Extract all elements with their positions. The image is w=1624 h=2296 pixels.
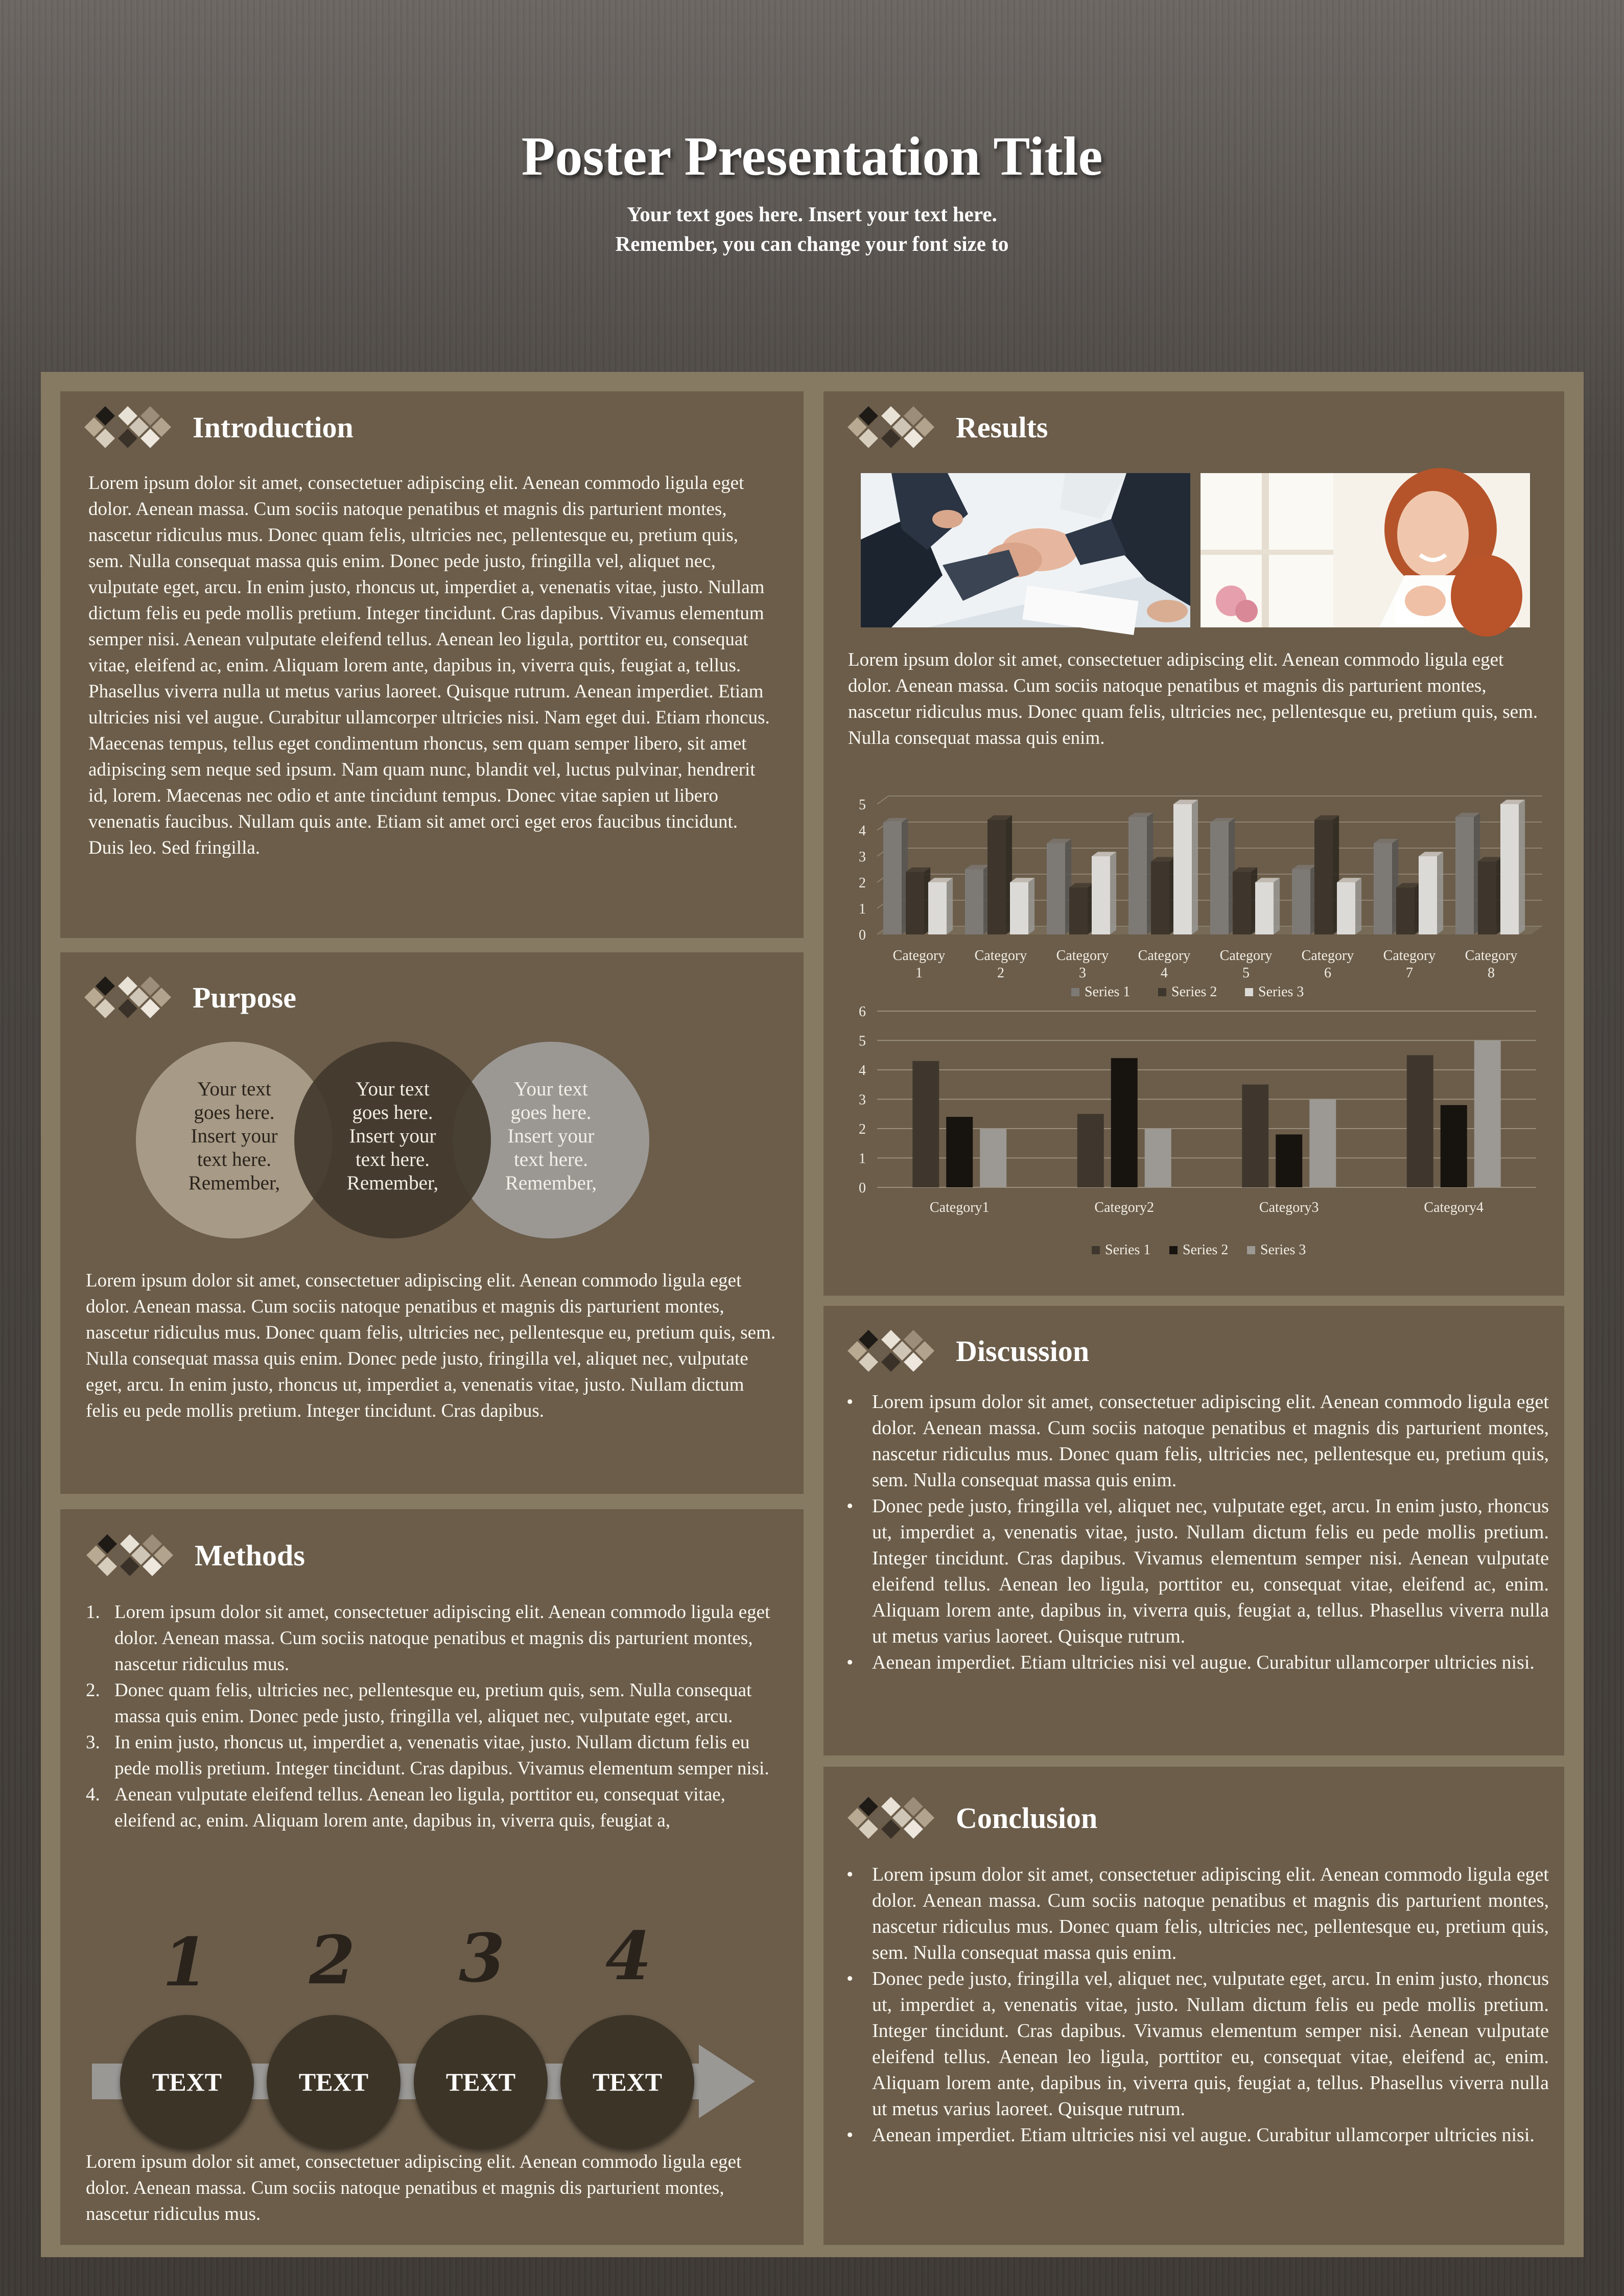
step-number-2: 2 — [309, 1921, 356, 1999]
x-tick-label: 5 — [1242, 965, 1250, 981]
step-number-1: 1 — [162, 1923, 209, 2001]
diamond-pattern-icon — [848, 407, 933, 448]
legend-swatch — [1169, 1246, 1178, 1254]
y-tick-label: 4 — [859, 823, 866, 839]
introduction-panel — [60, 391, 804, 938]
bar-front — [1010, 882, 1028, 934]
bar-series-1 — [1077, 1114, 1104, 1187]
venn-text-right: Your text goes here. Insert your text here. Remember, — [505, 1078, 597, 1194]
x-tick-label: Category1 — [929, 1200, 990, 1215]
bar-series-2 — [1111, 1058, 1138, 1187]
bar-front — [1478, 861, 1496, 934]
discussion-bullet: • Lorem ipsum dolor sit amet, consectetuer adipiscing elit. Aenean commodo ligula eget dolor. Aenean massa. Cum sociis natoque penatibus et magnis dis parturient montes, nascetur ridiculus mus. Donec quam felis, ultricies nec, pellentesque eu, pretium quis, sem. Nulla consequat massa quis enim. — [846, 1389, 1549, 1493]
bar-series-3 — [1255, 878, 1280, 934]
x-tick-label: Category — [1138, 948, 1191, 964]
bar-series-3 — [1500, 800, 1525, 934]
x-tick-label: Category2 — [1094, 1200, 1155, 1215]
bar-side — [1437, 852, 1443, 934]
subtitle-line-1: Your text goes here. Insert your text here. — [627, 202, 997, 226]
bar-series-1 — [1374, 839, 1398, 934]
y-tick-label: 5 — [859, 1033, 866, 1049]
bar-series-2 — [1069, 883, 1094, 934]
process-arrow-head — [699, 2045, 755, 2118]
bar-front — [928, 882, 947, 934]
conclusion-bullet: • Lorem ipsum dolor sit amet, consectetuer adipiscing elit. Aenean commodo ligula eget dolor. Aenean massa. Cum sociis natoque penatibus et magnis dis parturient montes, nascetur ridiculus mus. Donec quam felis, ultricies nec, pellentesque eu, pretium quis, sem. Nulla consequat massa quis enim. — [846, 1862, 1549, 1966]
y-tick-label: 2 — [859, 875, 866, 891]
bar-series-2 — [946, 1117, 973, 1187]
methods-item-number: 1. — [86, 1602, 100, 1623]
bar-series-2 — [1314, 815, 1339, 934]
legend-label: Series 1 — [1085, 984, 1131, 1000]
results-chart-1 — [836, 761, 1551, 1006]
bar-side — [1028, 878, 1034, 934]
bar-front — [1337, 882, 1355, 934]
bar-series-1 — [1210, 818, 1235, 934]
step-circle-4: TEXT — [560, 2015, 694, 2149]
bar-series-1 — [1407, 1055, 1433, 1187]
discussion-title: Discussion — [956, 1334, 1090, 1368]
methods-list — [86, 1599, 781, 1834]
poster-title: Poster Presentation Title — [521, 126, 1103, 187]
bar-series-2 — [1441, 1105, 1467, 1187]
bar-front — [1455, 817, 1474, 935]
step-circle-1: TEXT — [120, 2015, 254, 2149]
bar-series-3 — [1145, 1129, 1171, 1187]
methods-item-number: 3. — [86, 1732, 100, 1753]
purpose-title: Purpose — [193, 980, 296, 1014]
bar-side — [1110, 852, 1116, 934]
introduction-body: Lorem ipsum dolor sit amet, consectetuer adipiscing elit. Aenean commodo ligula eget dolor. Aenean massa. Cum sociis natoque penatibus et magnis dis parturient montes, nascetur ridiculus mus. Donec quam felis, ultricies nec, pellentesque eu, pretium quis, sem. Nulla consequat massa quis enim. Donec pede justo, fringilla vel, aliquet nec, vulputate eget, arcu. In enim justo, rhoncus ut, imperdiet a, venenatis vitae, justo. Nullam dictum felis eu pede mollis pretium. Integer tincidunt. Cras dapibus. Vivamus elementum semper nisi. Aenean vulputate eleifend tellus. Aenean leo ligula, porttitor eu, consequat vitae, eleifend ac, enim. Aliquam lorem ante, dapibus in, viverra quis, feugiat a, tellus. Phasellus viverra nulla ut metus varius laoreet. Quisque rutrum. Aenean imperdiet. Etiam ultricies nisi vel augue. Curabitur ullamcorper ultricies nisi. Nam eget dui. Etiam rhoncus. Maecenas tempus, tellus eget condimentum rhoncus, sem quam semper libero, sit amet adipiscing sem neque sed ipsum. Nam quam nunc, blandit vel, luctus pulvinar, hendrerit id, lorem. Maecenas nec odio et ante tincidunt tempus. Donec vitae sapien ut libero venenatis faucibus. Nullam quis ante. Etiam sit amet orci eget eros faucibus tincidunt. Duis leo. Sed fringilla. — [88, 473, 770, 858]
bar-series-2 — [906, 868, 930, 934]
bar-series-3 — [1474, 1041, 1501, 1188]
diamond-pattern-icon — [85, 977, 170, 1018]
methods-header — [87, 1535, 305, 1576]
venn-text-left: Your text goes here. Insert your text here. Remember, — [188, 1078, 280, 1194]
discussion-header — [848, 1330, 1089, 1371]
legend-label: Series 1 — [1105, 1242, 1151, 1258]
bar-series-3 — [1337, 878, 1361, 934]
methods-item-text: Aenean vulputate eleifend tellus. Aenean leo ligula, porttitor eu, consequat vitae, eleifend ac, enim. Aliquam lorem ante, dapibus in, viverra quis, feugiat a, — [114, 1784, 725, 1831]
legend-swatch — [1247, 1246, 1255, 1254]
methods-item — [86, 1782, 781, 1834]
y-tick-label: 4 — [859, 1063, 866, 1079]
bar-front — [1151, 861, 1169, 934]
handshake-photo-art — [861, 473, 1190, 627]
results-header — [848, 407, 1048, 448]
bar-side — [1355, 878, 1361, 934]
bar-series-3 — [1309, 1099, 1336, 1188]
methods-item — [86, 1729, 781, 1782]
content-frame — [41, 372, 1584, 2257]
discussion-bullet: • Donec pede justo, fringilla vel, aliquet nec, vulputate eget, arcu. In enim justo, rhoncus ut, imperdiet a, venenatis vitae, justo. Nullam dictum felis eu pede mollis pretium. Integer tincidunt. Cras dapibus. Vivamus elementum semper nisi. Aenean vulputate eleifend tellus. Aenean leo ligula, porttitor eu, consequat vitae, eleifend ac, enim. Aliquam lorem ante, dapibus in, viverra quis, feugiat a, tellus. Phasellus viverra nulla ut metus varius laoreet. Quisque rutrum. — [846, 1493, 1549, 1650]
introduction-header — [85, 407, 354, 448]
results-body: Lorem ipsum dolor sit amet, consectetuer adipiscing elit. Aenean commodo ligula eget dolor. Aenean massa. Cum sociis natoque penatibus et magnis dis parturient montes, nascetur ridiculus mus. Donec quam felis, ultricies nec, pellentesque eu, pretium quis, sem. Nulla consequat massa quis enim. — [848, 649, 1538, 748]
bar-series-1 — [1047, 839, 1071, 934]
bar-series-3 — [1010, 878, 1034, 934]
conclusion-bullet: • Donec pede justo, fringilla vel, aliquet nec, vulputate eget, arcu. In enim justo, rhoncus ut, imperdiet a, venenatis vitae, justo. Nullam dictum felis eu pede mollis pretium. Integer tincidunt. Cras dapibus. Vivamus elementum semper nisi. Aenean vulputate eleifend tellus. Aenean leo ligula, porttitor eu, consequat vitae, eleifend ac, enim. Aliquam lorem ante, dapibus in, viverra quis, feugiat a, tellus. Phasellus viverra nulla ut metus varius laoreet. Quisque rutrum. — [846, 1966, 1549, 2122]
step-number-3: 3 — [459, 1919, 505, 1997]
x-tick-label: Category — [1383, 948, 1436, 964]
y-tick-label: 3 — [859, 1092, 866, 1108]
bar-series-2 — [1276, 1135, 1302, 1188]
methods-item-text: Lorem ipsum dolor sit amet, consectetuer adipiscing elit. Aenean commodo ligula eget dolor. Aenean massa. Cum sociis natoque penatibus et magnis dis parturient montes, nascetur ridiculus mus. — [114, 1602, 770, 1675]
methods-title: Methods — [195, 1538, 305, 1572]
x-tick-label: Category4 — [1424, 1200, 1484, 1215]
x-tick-label: 1 — [915, 965, 923, 981]
venn-diagram — [136, 1042, 647, 1238]
y-tick-label: 1 — [859, 901, 866, 917]
bar-front — [1047, 844, 1065, 935]
discussion-bullets — [846, 1389, 1549, 1676]
legend-label: Series 3 — [1260, 1242, 1306, 1258]
legend-swatch — [1092, 1246, 1100, 1254]
x-tick-label: 8 — [1488, 965, 1495, 981]
conclusion-header — [848, 1797, 1097, 1838]
bar-side — [1274, 878, 1280, 934]
bar-series-2 — [987, 815, 1012, 934]
process-diagram — [60, 1917, 804, 2143]
diamond-pattern-icon — [848, 1330, 933, 1371]
y-tick-label: 5 — [859, 797, 866, 813]
x-tick-label: 4 — [1161, 965, 1168, 981]
purpose-panel — [60, 952, 804, 1494]
diamond-pattern-icon — [87, 1535, 172, 1576]
legend-label: Series 2 — [1183, 1242, 1229, 1258]
x-tick-label: Category — [1056, 948, 1109, 964]
bar-series-3 — [1092, 852, 1116, 934]
bar-series-1 — [883, 818, 908, 934]
x-tick-label: Category — [1465, 948, 1518, 964]
bar-series-1 — [912, 1061, 939, 1187]
x-tick-label: 7 — [1406, 965, 1413, 981]
diamond-pattern-icon — [85, 407, 170, 448]
methods-item-number: 2. — [86, 1680, 100, 1701]
y-tick-label: 0 — [859, 927, 866, 943]
bar-front — [906, 872, 924, 934]
handshake-photo — [861, 473, 1190, 627]
bar-front — [965, 870, 983, 935]
bar-front — [1128, 817, 1147, 935]
bar-series-1 — [1128, 813, 1153, 934]
bar-series-3 — [1419, 852, 1443, 934]
y-tick-label: 2 — [859, 1121, 866, 1137]
results-chart-2 — [836, 1004, 1551, 1283]
poster-subtitle — [0, 199, 1624, 259]
discussion-panel — [823, 1306, 1564, 1755]
results-panel — [823, 391, 1564, 1296]
bar-front — [1314, 820, 1333, 934]
purpose-body: Lorem ipsum dolor sit amet, consectetuer adipiscing elit. Aenean commodo ligula eget dolor. Aenean massa. Cum sociis natoque penatibus et magnis dis parturient montes, nascetur ridiculus mus. Donec quam felis, ultricies nec, pellentesque eu, pretium quis, sem. Nulla consequat massa quis enim. Donec pede justo, fringilla vel, aliquet nec, vulputate eget, arcu. In enim justo, rhoncus ut, imperdiet a, venenatis vitae, justo. Nullam dictum felis eu pede mollis pretium. Integer tincidunt. Cras dapibus. — [86, 1270, 776, 1421]
methods-item-number: 4. — [86, 1784, 100, 1805]
bar-series-2 — [1396, 883, 1421, 934]
y-tick-label: 0 — [859, 1180, 866, 1196]
methods-footer-text: Lorem ipsum dolor sit amet, consectetuer adipiscing elit. Aenean commodo ligula eget dolor. Aenean massa. Cum sociis natoque penatibus et magnis dis parturient montes, nascetur ridiculus mus. — [86, 2151, 742, 2224]
step-circle-3: TEXT — [414, 2015, 548, 2149]
bar-series-1 — [1292, 865, 1316, 934]
methods-item — [86, 1677, 781, 1729]
methods-item-text: Donec quam felis, ultricies nec, pellentesque eu, pretium quis, sem. Nulla consequat massa quis enim. Donec pede justo, fringilla vel, aliquet nec, vulputate eget, arcu. — [114, 1680, 752, 1727]
methods-item-text: In enim justo, rhoncus ut, imperdiet a, venenatis vitae, justo. Nullam dictum felis eu pede mollis pretium. Integer tincidunt. Cras dapibus. Vivamus elementum semper nisi. — [114, 1732, 769, 1779]
conclusion-bullet: • Aenean imperdiet. Etiam ultricies nisi vel augue. Curabitur ullamcorper ultricies nisi. — [846, 2122, 1549, 2148]
bar-front — [1396, 887, 1415, 934]
bar-series-3 — [980, 1129, 1006, 1187]
results-title: Results — [956, 410, 1048, 444]
bar-front — [1374, 844, 1392, 935]
purpose-header — [85, 977, 296, 1018]
discussion-bullet: • Aenean imperdiet. Etiam ultricies nisi vel augue. Curabitur ullamcorper ultricies nisi. — [846, 1650, 1549, 1676]
conclusion-title: Conclusion — [956, 1801, 1098, 1835]
y-tick-label: 1 — [859, 1151, 866, 1167]
bar-front — [1173, 804, 1192, 934]
bar-series-3 — [1173, 800, 1198, 934]
gridline-depth — [877, 796, 888, 804]
methods-item — [86, 1599, 781, 1677]
smiling-woman-photo — [1201, 473, 1530, 627]
bar-front — [883, 823, 902, 934]
diamond-pattern-icon — [848, 1797, 933, 1838]
bar-front — [987, 820, 1006, 934]
bar-front — [1210, 823, 1229, 934]
legend-swatch — [1158, 988, 1166, 996]
x-tick-label: Category3 — [1259, 1200, 1319, 1215]
x-tick-label: 2 — [997, 965, 1004, 981]
bar-front — [1233, 872, 1251, 934]
x-tick-label: 3 — [1079, 965, 1086, 981]
venn-text-middle: Your text goes here. Insert your text here. Remember, — [346, 1078, 439, 1194]
conclusion-bullets — [846, 1862, 1549, 2148]
bar-series-1 — [1242, 1085, 1268, 1187]
bar-series-1 — [1455, 813, 1480, 934]
methods-panel — [60, 1509, 804, 2245]
bar-series-2 — [1233, 868, 1257, 934]
legend-swatch — [1245, 988, 1253, 996]
x-tick-label: 6 — [1324, 965, 1331, 981]
bar-front — [1092, 856, 1110, 934]
bar-side — [1192, 800, 1198, 934]
bar-front — [1419, 856, 1437, 934]
x-tick-label: Category — [1219, 948, 1273, 964]
x-tick-label: Category — [1301, 948, 1354, 964]
legend-swatch — [1071, 988, 1079, 996]
bar-front — [1255, 882, 1274, 934]
conclusion-panel — [823, 1767, 1564, 2245]
x-tick-label: Category — [892, 948, 946, 964]
bar-side — [1519, 800, 1525, 934]
y-tick-label: 3 — [859, 849, 866, 865]
step-number-4: 4 — [605, 1917, 652, 1995]
bar-front — [1292, 870, 1310, 935]
smiling-woman-photo-art — [1201, 473, 1530, 627]
x-tick-label: Category — [974, 948, 1027, 964]
subtitle-line-2: Remember, you can change your font size to — [615, 232, 1009, 255]
y-tick-label: 6 — [859, 1004, 866, 1020]
bar-side — [947, 878, 953, 934]
legend-label: Series 2 — [1171, 984, 1217, 1000]
bar-series-3 — [928, 878, 953, 934]
step-circle-2: TEXT — [267, 2015, 401, 2149]
bar-series-2 — [1478, 857, 1502, 934]
bar-front — [1500, 804, 1519, 934]
bar-series-1 — [965, 865, 990, 934]
introduction-title: Introduction — [193, 410, 354, 444]
legend-label: Series 3 — [1258, 984, 1304, 1000]
bar-series-2 — [1151, 857, 1175, 934]
bar-front — [1069, 887, 1088, 934]
